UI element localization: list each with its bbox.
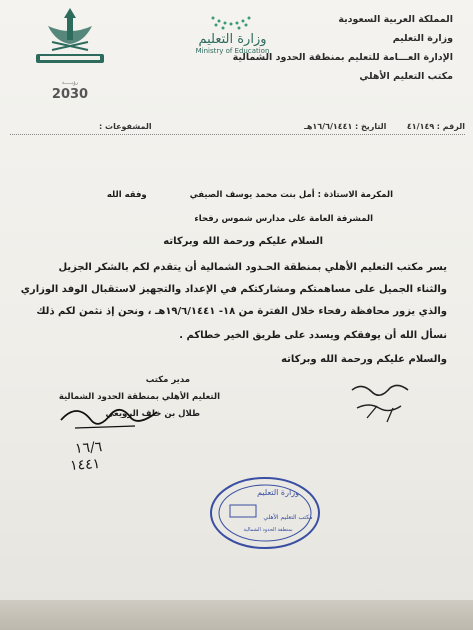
handwritten-year: ١٤٤١	[69, 455, 101, 475]
addressee-line	[63, 190, 393, 200]
signer-name: طلال بن خلف الرويعي	[105, 409, 200, 419]
official-stamp	[208, 475, 323, 550]
addressee-name: المكرمة الاستاذة : أمل بنت محمد يوسف الصيفي	[189, 190, 393, 200]
signer-title-2: التعليم الأهلي بمنطقة الحدود الشمالية	[58, 392, 220, 402]
emblem-icon	[30, 6, 110, 68]
body-line-2: والثناء الجميل على مساهمتكم ومشاركتكم في الإعداد والتجهيز لاستقبال الوفد الوزاري	[20, 284, 447, 295]
greeting: السلام عليكم ورحمة الله وبركاته	[163, 236, 323, 247]
signature-scribble	[55, 398, 165, 438]
country-name: المملكة العربية السعودية	[338, 14, 453, 25]
handwritten-date: ١٦/٦	[74, 439, 103, 457]
body-line-3: والذي يزور محافظة رفحاء خلال الفترة من ١٨- ١٩/٦/١٤٤١هـ ، ونحن إذ نثمن لكم ذلك	[36, 306, 447, 317]
reference-line	[10, 122, 465, 135]
office-name: مكتب التعليم الأهلي	[359, 71, 453, 82]
svg-text:مكتب التعليم الأهلي: مكتب التعليم الأهلي	[263, 514, 313, 521]
addressee-role: المشرفة العامة على مدارس شموس رفحاء	[194, 214, 373, 224]
attachments-field: المشفوعات :	[99, 122, 152, 131]
closing-line: والسلام عليكم ورحمة الله وبركاته	[281, 354, 447, 365]
body-line-4: نسأل الله أن يوفقكم ويسدد على طريق الخير خطاكم .	[179, 330, 447, 341]
svg-text:رؤيـــــة: رؤيـــــة	[61, 80, 79, 86]
svg-text:2030: 2030	[51, 87, 89, 102]
body-line-1: يسر مكتب التعليم الأهلي بمنطقة الحـدود الشمالية أن يتقدم لكم بالشكر الجزيل	[58, 262, 447, 273]
handwritten-note	[347, 378, 417, 428]
vision-2030-logo	[40, 76, 100, 104]
svg-text:بمنطقة الحدود الشمالية: بمنطقة الحدود الشمالية	[243, 527, 293, 533]
directorate-name: الإدارة العـــامة للتعليم بمنطقة الحدود الشمالية	[232, 52, 453, 63]
page-fold-shadow	[0, 600, 473, 630]
book-icon	[193, 12, 273, 32]
svg-text:وزارة التعليم: وزارة التعليم	[257, 488, 299, 497]
signer-title-1: مدير مكتب	[145, 375, 190, 385]
date-field: التاريخ : ١٦/٦/١٤٤١هـ	[304, 122, 387, 131]
number-field: الرقم : ٤١/١٤٩	[406, 122, 465, 131]
addressee-blessing: وفقه الله	[106, 190, 147, 200]
ministry-logo-english: Ministry of Education	[195, 47, 270, 55]
ministry-name: وزارة التعليم	[392, 33, 453, 44]
ministry-logo-arabic: وزارة التعليم	[198, 32, 267, 47]
